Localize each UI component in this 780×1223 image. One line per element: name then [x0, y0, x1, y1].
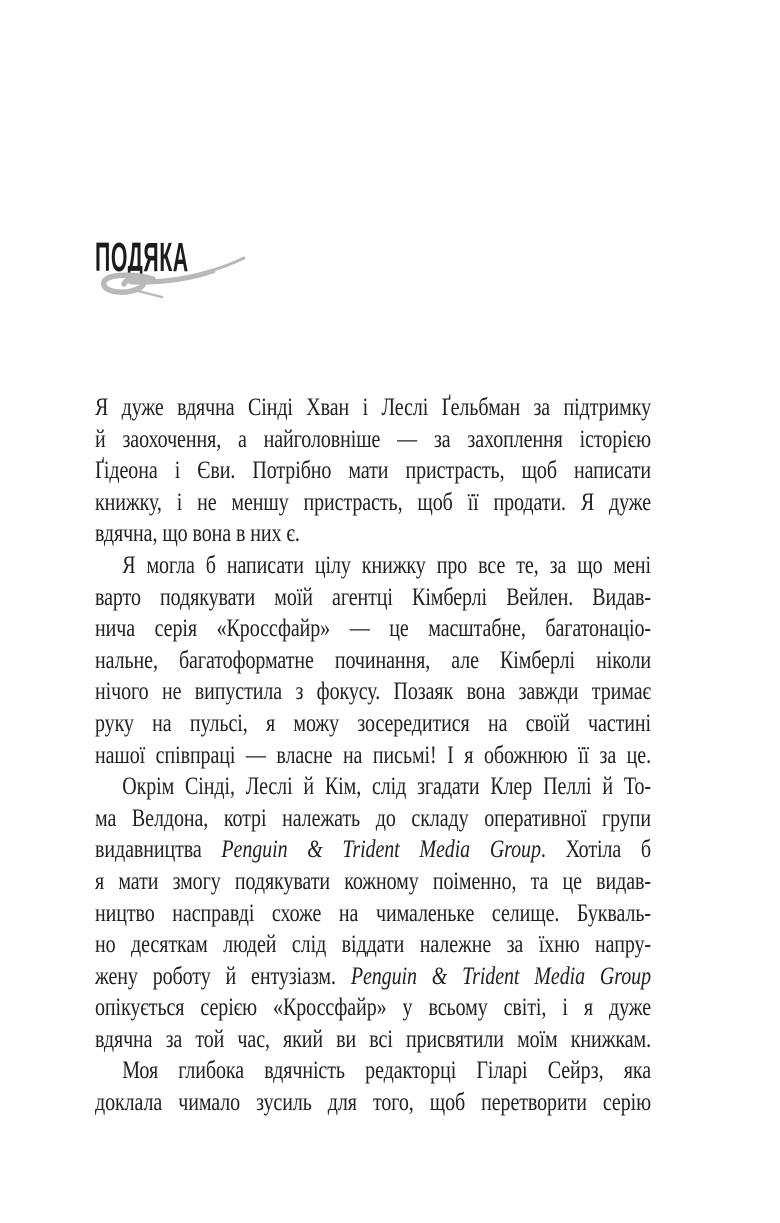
- text-segment: Моя глибока вдячність редакторці Гіларі Сейрз, яка: [122, 1057, 651, 1085]
- text-line: [95, 803, 651, 835]
- text-line: [95, 550, 651, 582]
- text-segment: видавництва: [95, 836, 222, 864]
- text-line: [95, 1024, 651, 1056]
- italic-text-segment: Penguin & Trident Media Group: [350, 962, 651, 990]
- paragraph: [95, 771, 651, 1055]
- text-line: [95, 1055, 651, 1087]
- text-line: [95, 929, 651, 961]
- text-line: [95, 708, 651, 740]
- text-segment: вдячна, що вона в них є.: [95, 520, 300, 548]
- text-segment: я мати змогу подякувати кожному поіменно, та це видав-: [95, 867, 651, 895]
- text-line: [95, 1087, 651, 1119]
- text-segment: вдячна за той час, який ви всі присвятили моїм книжкам.: [95, 1025, 651, 1053]
- text-line: [95, 992, 651, 1024]
- text-line: [95, 613, 651, 645]
- text-segment: нича серія «Кроссфайр» — це масштабне, багатонаціо-: [95, 615, 651, 643]
- text-segment: нічого не випустила з фокусу. Позаяк вона завжди тримає: [95, 678, 651, 706]
- text-segment: Ґідеона і Єви. Потрібно мати пристрасть, щоб написати: [95, 457, 651, 485]
- text-line: [95, 676, 651, 708]
- text-line: [95, 834, 651, 866]
- text-line: [95, 424, 651, 456]
- text-segment: Я могла б написати цілу книжку про все те, за що мені: [122, 551, 651, 579]
- italic-text-segment: Penguin & Trident Media Group: [221, 836, 541, 864]
- chapter-title: ПОДЯКА: [95, 234, 189, 281]
- paragraph: [95, 1055, 651, 1118]
- paragraph: [95, 392, 651, 550]
- text-segment: книжку, і не меншу пристрасть, щоб її продати. Я дуже: [95, 488, 651, 516]
- text-segment: руку на пульсі, я можу зосередитися на своїй частині: [95, 709, 651, 737]
- text-block: [95, 392, 651, 1119]
- text-line: [95, 487, 651, 519]
- text-line: [95, 866, 651, 898]
- paragraph: [95, 550, 651, 771]
- text-line: [95, 771, 651, 803]
- text-line: [95, 645, 651, 677]
- text-segment: доклала чимало зусиль для того, щоб перетворити серію: [95, 1089, 651, 1117]
- text-segment: опікується серією «Кроссфайр» у всьому світі, і я дуже: [95, 994, 651, 1022]
- text-segment: но десяткам людей слід віддати належне за їхню напру-: [95, 931, 651, 959]
- text-line: [95, 582, 651, 614]
- text-line: [95, 518, 651, 550]
- text-segment: нальне, багатоформатне починання, але Кімберлі ніколи: [95, 646, 651, 674]
- text-segment: й заохочення, а найголовніше — за захоплення історією: [95, 425, 651, 453]
- text-segment: Я дуже вдячна Сінді Хван і Леслі Ґельбман за підтримку: [95, 394, 651, 421]
- text-line: [95, 392, 651, 424]
- text-line: [95, 898, 651, 930]
- text-segment: варто подякувати моїй агентці Кімберлі Вейлен. Видав-: [95, 583, 651, 611]
- text-segment: нашої співпраці — власне на письмі! І я обожнюю її за це.: [95, 741, 651, 769]
- text-line: [95, 455, 651, 487]
- text-segment: жену роботу й ентузіазм.: [95, 962, 351, 990]
- text-line: [95, 740, 651, 772]
- text-segment: . Хотіла б: [540, 836, 651, 864]
- text-line: [95, 961, 651, 993]
- text-segment: ництво насправді схоже на чималеньке селище. Букваль-: [95, 899, 651, 927]
- text-segment: ма Велдона, котрі належать до складу оперативної групи: [95, 804, 651, 832]
- flourish-swash-icon: [93, 249, 253, 299]
- text-segment: Окрім Сінді, Леслі й Кім, слід згадати Клер Пеллі й То-: [122, 773, 651, 801]
